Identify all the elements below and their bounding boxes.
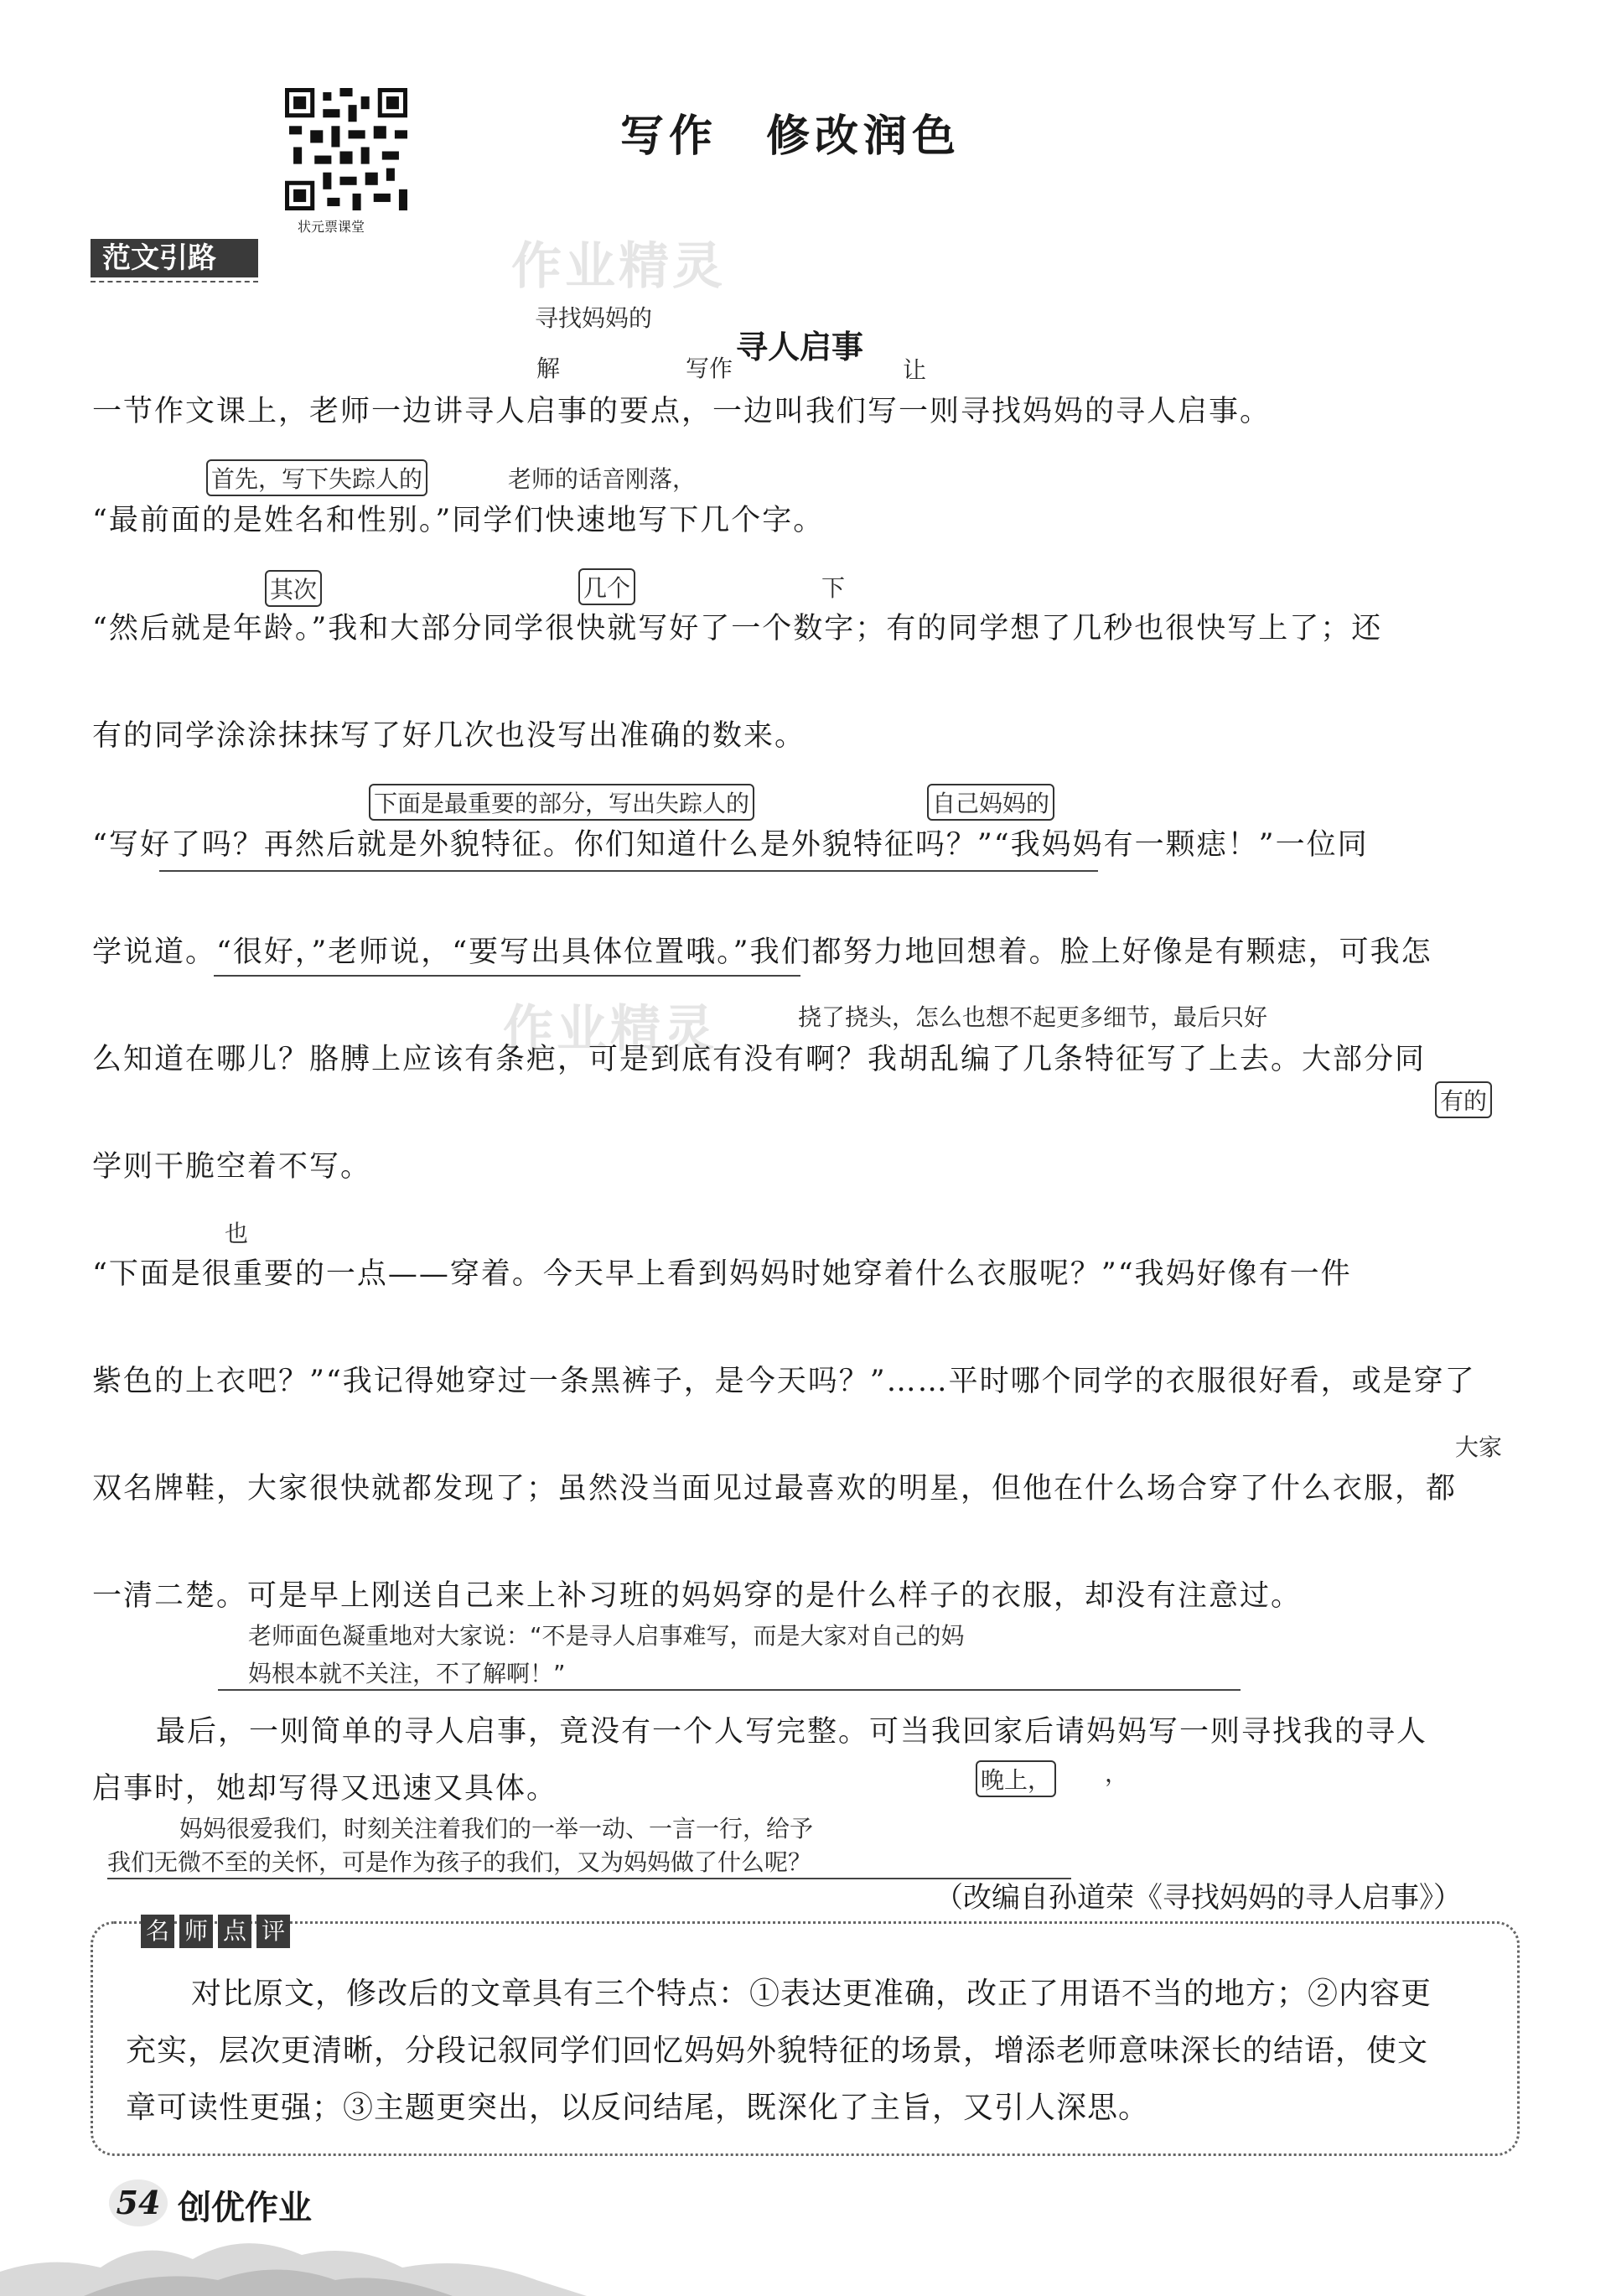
qr-code [285, 88, 407, 210]
teacher-comment-tag [141, 1915, 295, 1948]
annotation-jige: 几个 [578, 568, 635, 605]
page-number: 54 [109, 2179, 168, 2226]
annotation-laoshi: 老师的话音刚落， [508, 465, 697, 493]
essay-line: 学则干脆空着不写。 [92, 1150, 372, 1184]
essay-line: 启事时，她却写得又迅速又具体。 [92, 1772, 558, 1806]
essay-line: 有的同学涂涂抹抹写了好几次也没写出准确的数来。 [92, 719, 806, 753]
essay-line: 么知道在哪儿？胳膊上应该有条疤，可是到底有没有啊？我胡乱编了几条特征写了上去。大部分同 [92, 1043, 1427, 1076]
annotation-ziji: 自己妈妈的 [927, 784, 1054, 821]
essay-source: （改编自孙道荣《寻找妈妈的寻人启事》） [935, 1881, 1462, 1915]
comment-tag-char: 评 [256, 1915, 290, 1948]
essay-line: 一清二楚。可是早上刚送自己来上补习班的妈妈穿的是什么样子的衣服，却没有注意过。 [92, 1579, 1303, 1613]
page-title: 写作 修改润色 [620, 111, 961, 162]
revision-bracket [218, 1689, 1241, 1691]
comment-line: 章可读性更强；③主题更突出，以反问结尾，既深化了主旨，又引人深思。 [126, 2091, 1150, 2125]
annotation-laoshi-miance: 老师面色凝重地对大家说：“不是寻人启事难写，而是大家对自己的妈 [248, 1622, 965, 1650]
mountain-decoration [0, 2221, 587, 2296]
annotation-xiezuo: 写作 [686, 355, 733, 382]
comment-line: 充实，层次更清晰，分段记叙同学们回忆妈妈外貌特征的场景，增添老师意味深长的结语，使文 [126, 2034, 1429, 2068]
essay-line: “最前面的是姓名和性别。”同学们快速地写下几个字。 [92, 504, 825, 537]
revision-bracket [107, 1878, 1071, 1879]
comment-tag-char: 点 [218, 1915, 251, 1948]
essay-line: “下面是很重要的一点——穿着。今天早上看到妈妈时她穿着什么衣服呢？”“我妈好像有一件 [92, 1257, 1352, 1291]
annotation-rang: 让 [903, 356, 927, 384]
annotation-dajia: 大家 [1455, 1433, 1503, 1461]
annotation-naole: 挠了挠头，怎么也想不起更多细节，最后只好 [798, 1003, 1268, 1031]
essay-line: “写好了吗？再然后就是外貌特征。你们知道什么是外貌特征吗？”“我妈妈有一颗痣！”一位同 [92, 828, 1369, 862]
comment-tag-char: 名 [141, 1915, 174, 1948]
watermark: 作业精灵 [511, 237, 726, 296]
essay-line: 双名牌鞋，大家很快就都发现了；虽然没当面见过最喜欢的明星，但他在什么场合穿了什么衣服，都 [92, 1472, 1458, 1506]
annotation-xia: 下 [821, 574, 846, 602]
essay-line: 最后，一则简单的寻人启事，竟没有一个人写完整。可当我回家后请妈妈写一则寻找我的寻人 [156, 1715, 1428, 1749]
comment-line: 对比原文，修改后的文章具有三个特点：①表达更准确，改正了用语不当的地方；②内容更 [191, 1977, 1432, 2011]
watermark: 作业精灵 [503, 1000, 717, 1059]
section-tag: 范文引路 [91, 239, 258, 277]
annotation-wanshang: 晚上， [976, 1760, 1056, 1797]
annotation-qici: 其次 [265, 570, 322, 607]
revision-arrow [214, 975, 800, 977]
section-tag-underline [91, 281, 258, 282]
qr-caption: 状元票课堂 [298, 219, 365, 235]
title-annotation-text: 寻找妈妈的 [535, 304, 653, 332]
annotation-shouxian: 首先，写下失踪人的 [206, 459, 427, 496]
comment-tag-char: 师 [179, 1915, 213, 1948]
annotation-mama-ai-2: 我们无微不至的关怀，可是作为孩子的我们，又为妈妈做了什么呢？ [107, 1848, 812, 1876]
essay-line: 学说道。“很好，”老师说，“要写出具体位置哦。”我们都努力地回想着。脸上好像是有颗痣，可我怎 [92, 936, 1432, 969]
annotation-comma: ， [1105, 1760, 1129, 1787]
essay-line: 一节作文课上，老师一边讲寻人启事的要点，一边叫我们写一则寻找妈妈的寻人启事。 [92, 395, 1272, 428]
annotation-youde: 有的 [1435, 1081, 1492, 1118]
annotation-mama-ai-1: 妈妈很爱我们，时刻关注着我们的一举一动、一言一行，给予 [179, 1815, 814, 1843]
brand-name: 创优作业 [178, 2189, 312, 2227]
annotation-ye: 也 [225, 1220, 249, 1247]
revision-arrow [159, 870, 1098, 872]
essay-title: 寻人启事 [736, 329, 864, 365]
essay-line: 紫色的上衣吧？”“我记得她穿过一条黑裤子，是今天吗？”……平时哪个同学的衣服很好看，或是穿了 [92, 1365, 1476, 1398]
essay-line: “然后就是年龄。”我和大部分同学很快就写好了一个数字；有的同学想了几秒也很快写上了；还 [92, 612, 1383, 645]
annotation-laoshi-miance-2: 妈根本就不关注，不了解啊！” [248, 1660, 566, 1687]
annotation-xiamian: 下面是最重要的部分，写出失踪人的 [369, 784, 754, 821]
annotation-jie: 解 [536, 355, 561, 382]
